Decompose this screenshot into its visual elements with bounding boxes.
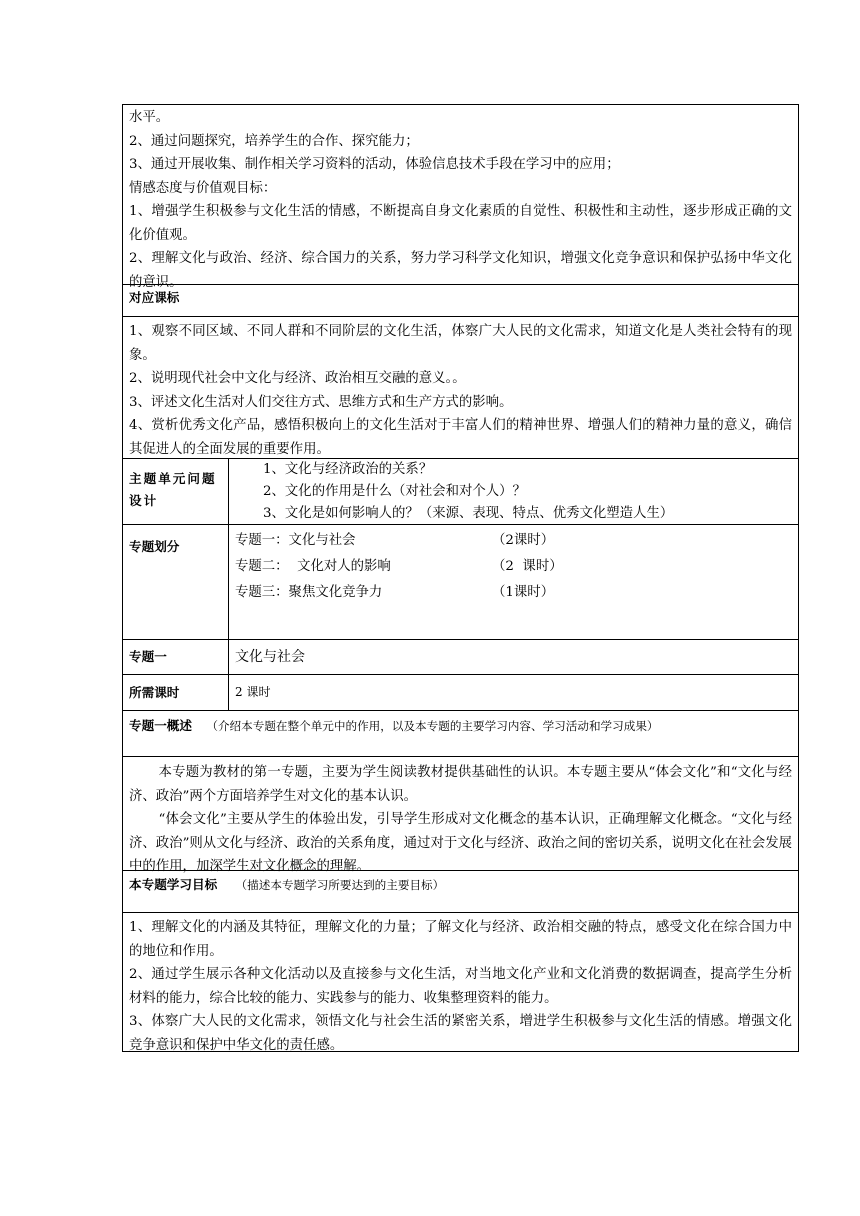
lesson-plan-table (122, 104, 799, 1052)
topic-one-row (123, 640, 798, 675)
required-hours-label: 所需课时 (123, 675, 229, 710)
learning-goal: 2、通过学生展示各种文化活动以及直接参与文化生活，对当地文化产业和文化消费的数据调查，提高学生分析材料的能力，综合比较的能力、实践参与的能力、收集整理资料的能力。 (129, 967, 792, 1006)
topic-hours: （2 课时） (492, 559, 563, 574)
topic-hours: （2课时） (492, 533, 555, 548)
goals-line: 2、理解文化与政治、经济、综合国力的关系，努力学习科学文化知识，增强文化竞争意识和保护弘扬中华文化的意识。 (129, 251, 792, 290)
unit-question: 1、文化与经济政治的关系？ (263, 462, 433, 477)
overview-heading-row (123, 711, 798, 757)
topic-hours: （1课时） (492, 585, 555, 600)
overview-paragraph: 本专题为教材的第一专题，主要为学生阅读教材提供基础性的认识。本专题主要从“体会文化”和“文化与经济、政治”两个方面培养学生对文化的基本认识。 (129, 765, 792, 804)
goals-line: 情感态度与价值观目标： (129, 180, 277, 196)
curriculum-items (123, 317, 798, 461)
topic-one-label: 专题一 (123, 640, 229, 674)
required-hours-value: 2 课时 (235, 685, 271, 699)
learning-goal: 1、理解文化的内涵及其特征，理解文化的力量；了解文化与经济、政治相交融的特点，感受文化在综合国力中的地位和作用。 (129, 920, 792, 959)
goals-line: 1、增强学生积极参与文化生活的情感，不断提高自身文化素质的自觉性、积极性和主动性，逐步形成正确的文化价值观。 (129, 204, 792, 243)
topic-line (235, 528, 798, 554)
goals-line: 2、通过问题探究，培养学生的合作、探究能力； (129, 133, 419, 149)
learning-goals-note: （描述本专题学习所要达到的主要目标） (235, 878, 445, 892)
unit-question: 3、文化是如何影响人的？（来源、表现、特点、优秀文化塑造人生） (263, 506, 674, 521)
topic-division-label: 专题划分 (123, 525, 229, 639)
unit-questions-label (123, 459, 229, 524)
unit-questions-label-text: 主题单元问题设计 (129, 471, 217, 508)
overview-note: （介绍本专题在整个单元中的作用，以及本专题的主要学习内容、学习活动和学习成果） (206, 719, 659, 733)
goals-continued-text (123, 105, 798, 294)
unit-questions-cell (229, 459, 798, 524)
curriculum-item: 4、赏析优秀文化产品，感悟积极向上的文化生活对于丰富人们的精神世界、增强人们的精神力量的意义，确信其促进人的全面发展的重要作用。 (129, 418, 792, 457)
overview-heading-line (123, 711, 798, 741)
overview-heading: 专题一概述 (129, 718, 192, 733)
topic-division-cell (229, 525, 798, 639)
goals-continued-row (123, 105, 798, 290)
topic-name: 专题二： 文化对人的影响 (235, 559, 391, 574)
overview-paragraph: “体会文化”主要从学生的体验出发，引导学生形成对文化概念的基本认识，正确理解文化概念。“文化与经济、政治”则从文化与经济、政治的关系角度，通过对于文化与经济、政治之间的密切关系，说明文化在社会发展中的作用，加深学生对文化概念的理解。 (129, 812, 792, 874)
curriculum-item: 2、说明现代社会中文化与经济、政治相互交融的意义。。 (129, 371, 466, 386)
curriculum-item: 1、观察不同区域、不同人群和不同阶层的文化生活，体察广大人民的文化需求，知道文化是人类社会特有的现象。 (129, 324, 792, 363)
learning-goals-heading-row (123, 871, 798, 913)
curriculum-items-row (123, 317, 798, 459)
unit-question: 2、文化的作用是什么（对社会和对个人）？ (263, 484, 526, 499)
topic-name: 专题一：文化与社会 (235, 533, 356, 548)
learning-goals-heading: 本专题学习目标 (129, 877, 218, 892)
topic-line (235, 580, 798, 606)
topic-line (235, 554, 798, 580)
goals-line: 水平。 (129, 110, 170, 125)
topic-one-value: 文化与社会 (235, 649, 305, 665)
overview-body (123, 757, 798, 879)
topic-division-row (123, 525, 798, 640)
curriculum-item: 3、评述文化生活对人们交往方式、思维方式和生产方式的影响。 (129, 394, 513, 410)
learning-goals-row (123, 913, 798, 1051)
required-hours-row (123, 675, 798, 711)
learning-goal: 3、体察广大人民的文化需求，领悟文化与社会生活的紧密关系，增进学生积极参与文化生活的情感。增强文化竞争意识和保护中华文化的责任感。 (129, 1014, 792, 1053)
curriculum-heading: 对应课标 (129, 290, 180, 305)
goals-line: 3、通过开展收集、制作相关学习资料的活动，体验信息技术手段在学习中的应用； (129, 157, 620, 172)
curriculum-heading-row (123, 285, 798, 317)
learning-goals-heading-line (123, 871, 798, 899)
learning-goals-items (123, 913, 798, 1057)
topic-name: 专题三：聚焦文化竞争力 (235, 585, 383, 600)
overview-body-row (123, 757, 798, 874)
unit-questions-row (123, 459, 798, 525)
